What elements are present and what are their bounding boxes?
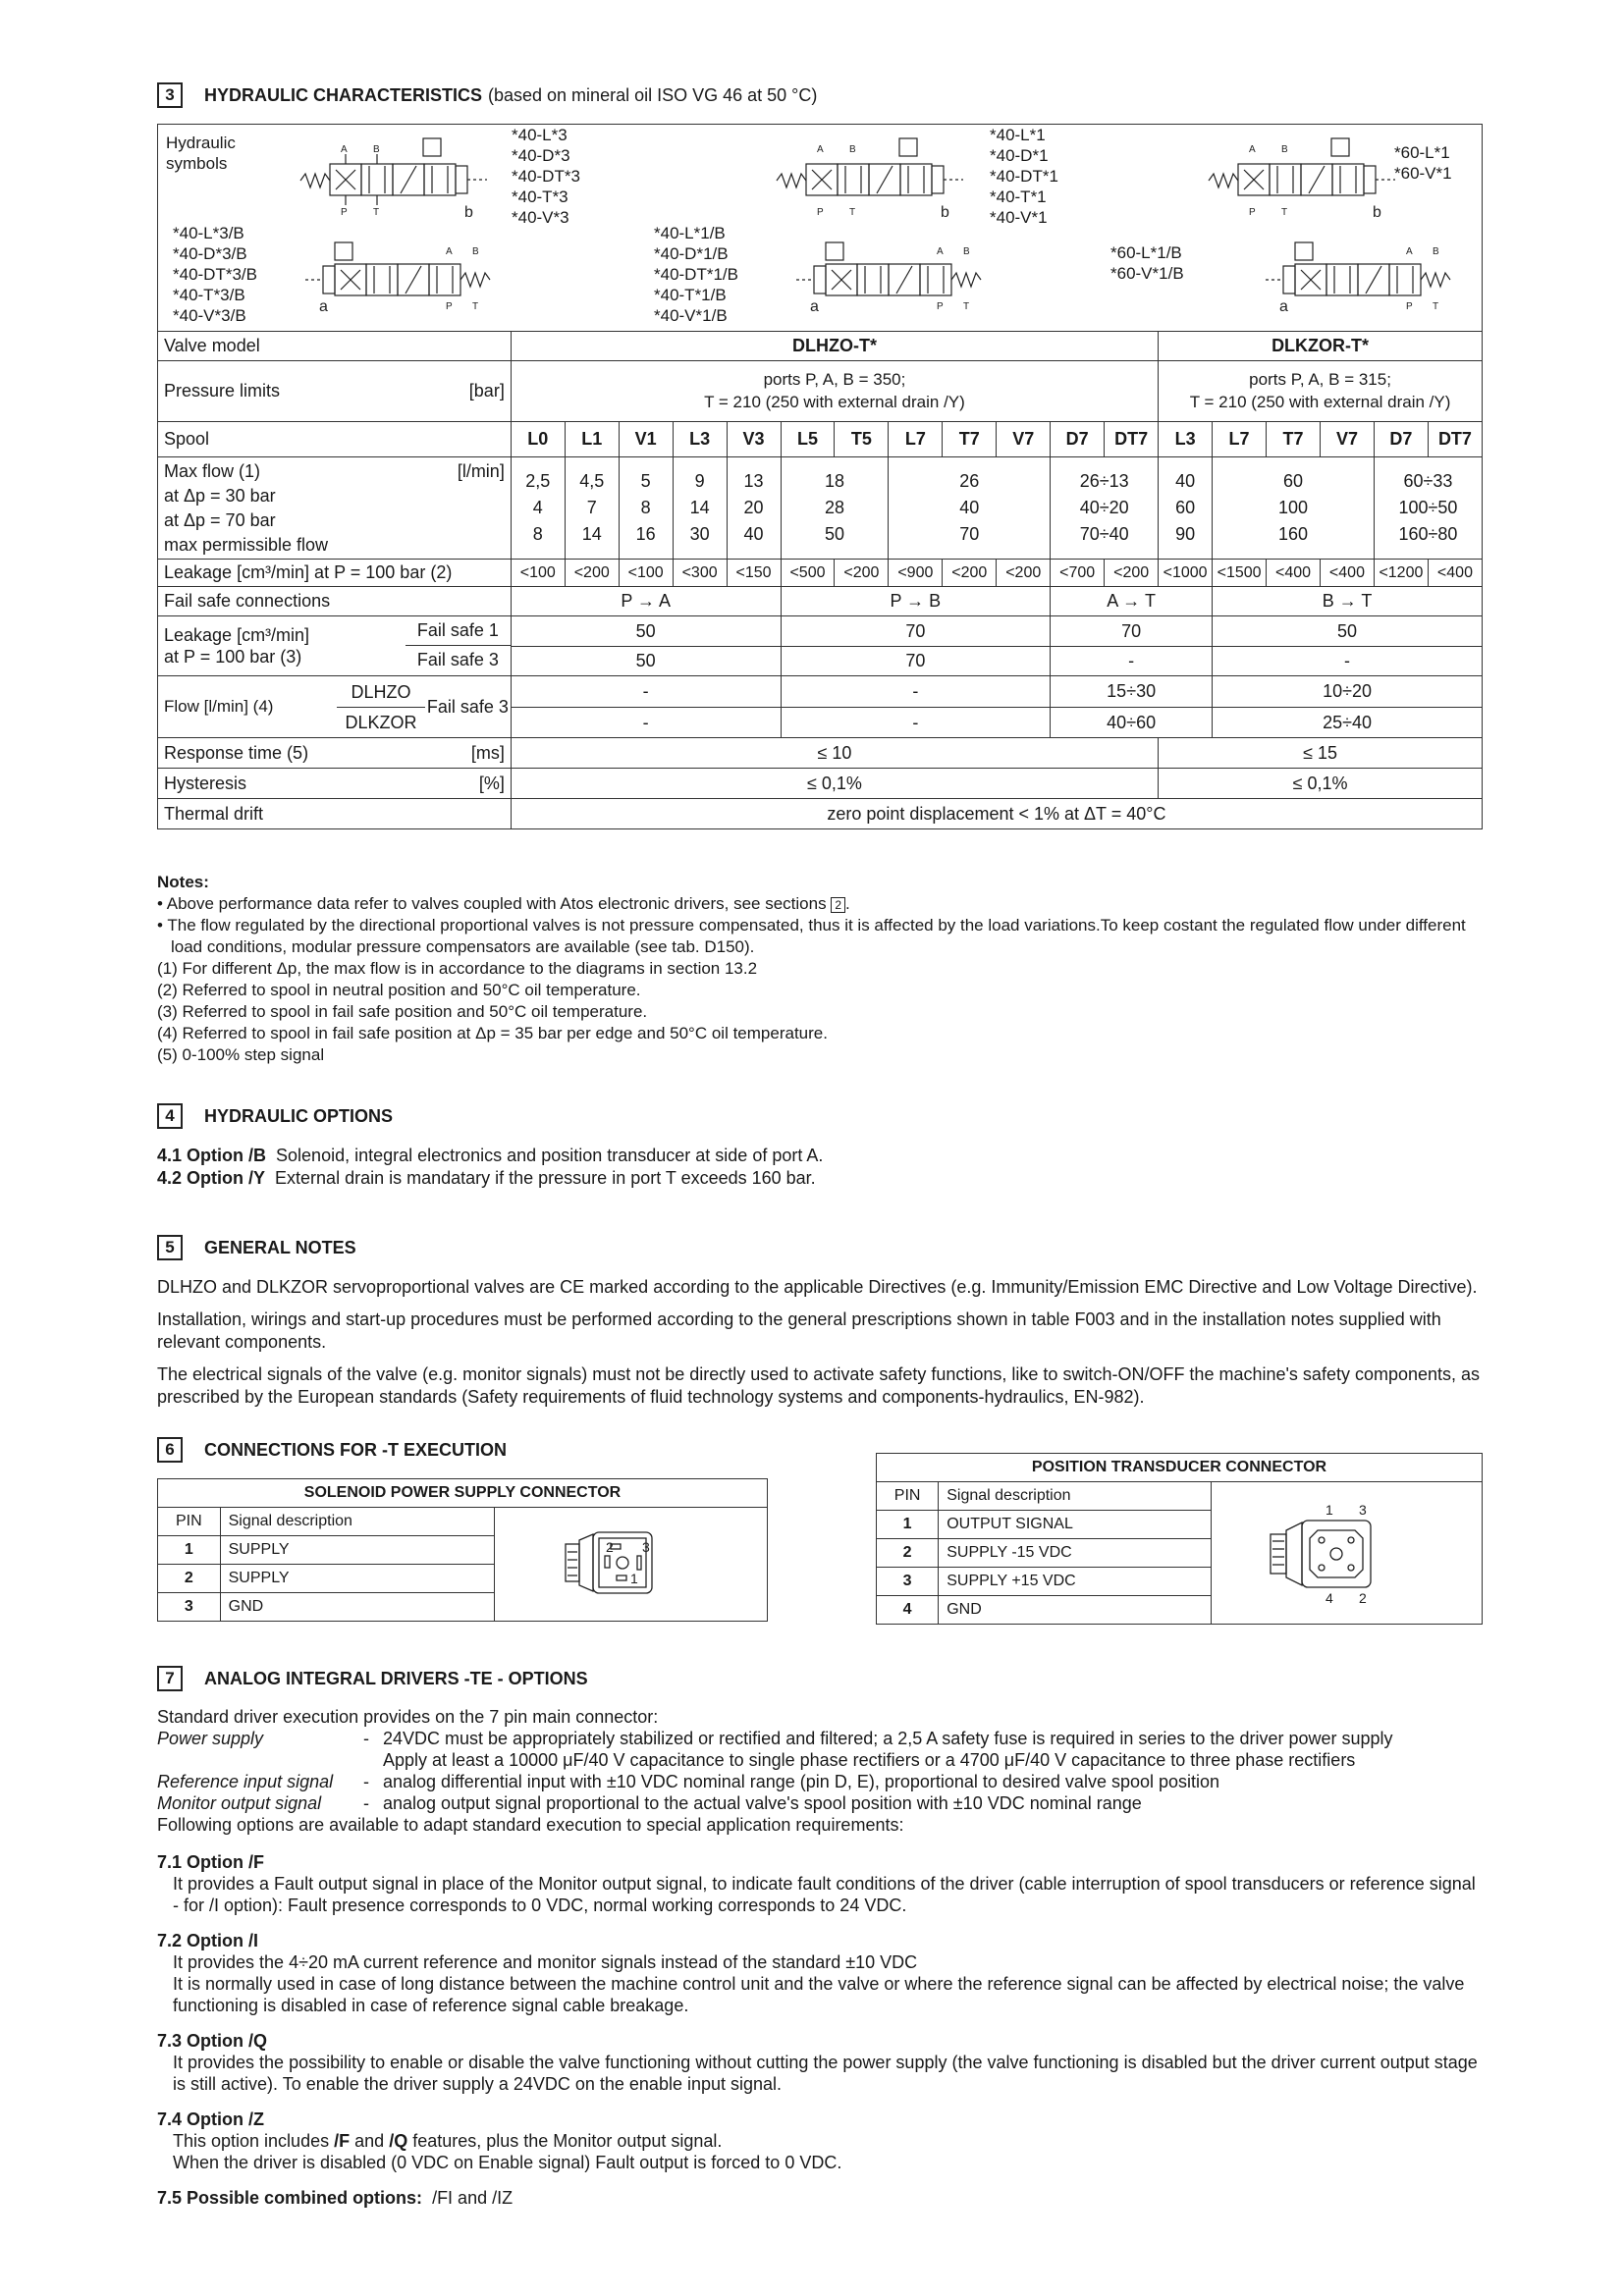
leak-cell: <200 — [1105, 560, 1159, 587]
svg-text:a: a — [319, 298, 328, 315]
spool-cell: DT7 — [1105, 422, 1159, 457]
table-title: SOLENOID POWER SUPPLY CONNECTOR — [158, 1479, 768, 1508]
symbol-group-2: *40-L*1 *40-D*1 *40-DT*1 *40-T*1 *40-V*1 — [990, 126, 1058, 227]
table-row: 1 SUPPLY — [158, 1536, 768, 1565]
section-number: 3 — [157, 82, 183, 108]
svg-text:P: P — [1249, 207, 1256, 218]
option-7-4: 7.4 Option /Z This option includes /F and /Q features, plus the Monitor output signal. When the driver is disabled (0 VDC on Enable signal) Fault output is forced to 0 VDC. — [157, 2109, 842, 2172]
section-5-header — [157, 1235, 356, 1260]
table-row: 1 OUTPUT SIGNAL — [877, 1511, 1483, 1539]
pressure-dlhzo: ports P, A, B = 350; T = 210 (250 with external drain /Y) — [511, 361, 1158, 422]
fail-safe-1-row — [158, 616, 1483, 647]
fs1-cell: 50 — [511, 616, 781, 647]
fail-safe-flow-label: Flow [l/min] (4) DLHZO DLKZOR Fail safe 3 — [158, 676, 512, 738]
note-5: (5) 0-100% step signal — [157, 1045, 325, 1064]
svg-text:P: P — [1406, 301, 1413, 312]
spool-label: Spool — [158, 422, 512, 457]
spool-cell: L3 — [673, 422, 727, 457]
hysteresis-row — [158, 769, 1483, 799]
svg-text:B: B — [472, 246, 479, 257]
position-connector-drawing — [1211, 1482, 1482, 1625]
max-flow-label: Max flow (1) [l/min] at Δp = 30 bar at Δp = 70 bar max permissible flow — [158, 457, 512, 560]
fail-safe-connections-row — [158, 587, 1483, 616]
model-dlhzo: DLHZO-T* — [511, 332, 1158, 361]
table-row: 2 SUPPLY — [158, 1565, 768, 1593]
flow-cell: 60÷33 100÷50 160÷80 — [1374, 457, 1482, 560]
flow-dlkzor-cell: 25÷40 — [1213, 707, 1483, 738]
valve-symbol-6 — [1256, 240, 1482, 324]
svg-text:A: A — [1406, 246, 1413, 257]
flow-cell: 5 8 16 — [619, 457, 673, 560]
table-row: 3 GND — [158, 1593, 768, 1622]
note-1: (1) For different Δp, the max flow is in accordance to the diagrams in section 13.2 — [157, 959, 758, 978]
response-time-label: Response time (5) [ms] — [158, 738, 512, 769]
svg-text:1: 1 — [629, 1571, 638, 1586]
column-header: Signal description — [220, 1508, 494, 1536]
leak-cell: <100 — [511, 560, 565, 587]
note-bullet: • The flow regulated by the directional proportional valves is not pressure compensated, thus it is affected by the load variations.To keep costant the regulated flow under different load conditions, modular pressure compensators are available (see tab. D150). — [157, 916, 1466, 956]
flow-cell: 40 60 90 — [1159, 457, 1213, 560]
svg-text:T: T — [1433, 301, 1439, 312]
spool-cell: DT7 — [1428, 422, 1482, 457]
svg-text:a: a — [810, 298, 819, 315]
svg-text:b: b — [941, 204, 949, 220]
svg-text:P: P — [937, 301, 944, 312]
response-dlhzo: ≤ 10 — [511, 738, 1158, 769]
hydraulic-characteristics-table — [157, 124, 1483, 829]
fs1-cell: 70 — [1051, 616, 1213, 647]
flow-cell: 2,5 4 8 — [511, 457, 565, 560]
table-row — [158, 361, 1483, 422]
table-row — [158, 332, 1483, 361]
notes-title: Notes: — [157, 873, 209, 891]
leak-cell: <1500 — [1213, 560, 1267, 587]
leak-cell: <300 — [673, 560, 727, 587]
leak-cell: <200 — [997, 560, 1051, 587]
svg-text:A: A — [341, 144, 348, 155]
section-title: HYDRAULIC CHARACTERISTICS (based on mineral oil ISO VG 46 at 50 °C) — [204, 84, 818, 105]
svg-text:b: b — [1373, 204, 1381, 220]
svg-text:B: B — [1433, 246, 1439, 257]
svg-text:B: B — [373, 144, 380, 155]
valve-symbol-1 — [291, 136, 507, 220]
hydraulic-options: 4.1 Option /B Solenoid, integral electronics and position transducer at side of port A. 4.2 Option /Y External drain is mandatary if the pressure in port T exceeds 160 bar. — [157, 1146, 824, 1188]
section-number: 7 — [157, 1666, 183, 1691]
flow-cell: 26 40 70 — [889, 457, 1051, 560]
valve-model-label: Valve model — [158, 332, 512, 361]
leakage-row — [158, 560, 1483, 587]
pressure-limits-label: Pressure limits [bar] — [158, 361, 512, 422]
column-header: Signal description — [939, 1482, 1211, 1511]
leak-cell: <500 — [781, 560, 835, 587]
notes-block — [157, 872, 1483, 1066]
leak-cell: <1200 — [1374, 560, 1428, 587]
section-title: HYDRAULIC OPTIONS — [204, 1105, 394, 1126]
column-header: PIN — [158, 1508, 221, 1536]
position-transducer-connector-table — [876, 1453, 1483, 1625]
spool-cell: L7 — [889, 422, 943, 457]
svg-text:3: 3 — [641, 1539, 650, 1555]
spool-cell: T5 — [835, 422, 889, 457]
svg-text:P: P — [446, 301, 453, 312]
solenoid-connector-drawing — [494, 1508, 767, 1622]
leak-cell: <400 — [1428, 560, 1482, 587]
leak-cell: <400 — [1320, 560, 1374, 587]
spool-cell: D7 — [1374, 422, 1428, 457]
leak-cell: <700 — [1051, 560, 1105, 587]
svg-text:3: 3 — [1358, 1501, 1367, 1518]
leak-cell: <200 — [835, 560, 889, 587]
option-7-5: 7.5 Possible combined options: /FI and /IZ — [157, 2188, 514, 2208]
svg-text:A: A — [1249, 144, 1256, 155]
svg-text:2: 2 — [1358, 1589, 1367, 1606]
flow-cell: 60 100 160 — [1213, 457, 1375, 560]
table-row: 3 SUPPLY +15 VDC — [877, 1568, 1483, 1596]
model-dlkzor: DLKZOR-T* — [1159, 332, 1483, 361]
svg-text:A: A — [817, 144, 824, 155]
leakage-label: Leakage [cm³/min] at P = 100 bar (2) — [158, 560, 512, 587]
fsc-cell: A → T — [1051, 587, 1213, 616]
max-flow-row — [158, 457, 1483, 560]
fs3-cell: - — [1051, 646, 1213, 676]
section-7-header — [157, 1666, 588, 1691]
spool-cell: T7 — [943, 422, 997, 457]
flow-dlhzo-cell: 15÷30 — [1051, 676, 1213, 708]
flow-cell: 4,5 7 14 — [565, 457, 619, 560]
section-subtitle: (based on mineral oil ISO VG 46 at 50 °C) — [488, 84, 818, 105]
note-2: (2) Referred to spool in neutral position and 50°C oil temperature. — [157, 981, 641, 999]
symbol-group-6: *60-L*1/B *60-V*1/B — [1110, 243, 1184, 283]
svg-text:B: B — [849, 144, 856, 155]
spool-cell: V3 — [727, 422, 781, 457]
section-3-header — [157, 82, 817, 108]
svg-text:1: 1 — [1325, 1501, 1333, 1518]
section-number: 4 — [157, 1103, 183, 1129]
position-connector-icon — [1212, 1487, 1477, 1615]
symbols-label: Hydraulic symbols — [166, 133, 236, 173]
svg-text:T: T — [373, 207, 380, 218]
symbol-group-3: *60-L*1 *60-V*1 — [1394, 143, 1452, 183]
option-7-2: 7.2 Option /I It provides the 4÷20 mA current reference and monitor signals instead of the standard ±10 VDC It is normally used in case of long distance between the machine control unit and the valve or where the reference signal can be affected by electrical noise; the valve functioning is disabled in case of reference signal cable breakage. — [157, 1931, 1465, 2015]
leak-cell: <1000 — [1159, 560, 1213, 587]
flow-dlkzor-cell: - — [781, 707, 1051, 738]
svg-text:2: 2 — [605, 1539, 614, 1555]
spool-cell: D7 — [1051, 422, 1105, 457]
flow-dlkzor-cell: - — [511, 707, 781, 738]
spool-cell: L5 — [781, 422, 835, 457]
leak-cell: <200 — [565, 560, 619, 587]
section-title: GENERAL NOTES — [204, 1237, 356, 1257]
section-title: CONNECTIONS FOR -T EXECUTION — [204, 1439, 508, 1460]
hysteresis-dlkzor: ≤ 0,1% — [1159, 769, 1483, 799]
option-7-1: 7.1 Option /F It provides a Fault output signal in place of the Monitor output signal, to indicate fault conditions of the driver (cable interruption of spool transducers or reference signal - for /I option): Fault presence corresponds to 0 VDC, normal working corresponds to 24 VDC. — [157, 1852, 1476, 1915]
thermal-drift-label: Thermal drift — [158, 799, 512, 829]
svg-text:P: P — [341, 207, 348, 218]
valve-symbol-2 — [767, 136, 983, 220]
note-bullet: • Above performance data refer to valves coupled with Atos electronic drivers, see sections 2 . — [157, 894, 850, 913]
flow-cell: 13 20 40 — [727, 457, 781, 560]
flow-dlhzo-cell: - — [781, 676, 1051, 708]
fs3-cell: 50 — [511, 646, 781, 676]
hysteresis-dlhzo: ≤ 0,1% — [511, 769, 1158, 799]
general-notes: DLHZO and DLKZOR servoproportional valves are CE marked according to the applicable Directives (e.g. Immunity/Emission EMC Directive and Low Voltage Directive). Installation, wirings and start-up procedures must be performed according to the general prescriptions shown in table F003 and in the installation notes supplied with relevant components. The electrical signals of the valve (e.g. monitor signals) must not be directly used to activate safety functions, like to switch-ON/OFF the machine's safety components, as prescribed by the European standards (Safety requirements of fluid technology systems and components-hydraulics, EN-982). — [157, 1277, 1481, 1407]
valve-symbol-4 — [296, 240, 521, 324]
svg-text:A: A — [937, 246, 944, 257]
fsc-cell: B → T — [1213, 587, 1483, 616]
spool-cell: T7 — [1267, 422, 1321, 457]
symbol-group-5: *40-L*1/B *40-D*1/B *40-DT*1/B *40-T*1/B *40-V*1/B — [654, 224, 738, 325]
response-time-row — [158, 738, 1483, 769]
svg-text:B: B — [963, 246, 970, 257]
svg-text:T: T — [1281, 207, 1288, 218]
leak-cell: <400 — [1267, 560, 1321, 587]
option-7-3: 7.3 Option /Q It provides the possibility to enable or disable the valve functioning without cutting the power supply (the valve functioning is disabled but the driver current output stage is still active). To enable the driver supply a 24VDC on the enable input signal. — [157, 2031, 1478, 2094]
fail-safe-leakage-label: Leakage [cm³/min] at P = 100 bar (3) Fail safe 1 Fail safe 3 — [158, 616, 512, 676]
svg-text:4: 4 — [1325, 1589, 1333, 1606]
symbol-group-1: *40-L*3 *40-D*3 *40-DT*3 *40-T*3 *40-V*3 — [512, 126, 580, 227]
spool-cell: L3 — [1159, 422, 1213, 457]
flow-cell: 9 14 30 — [673, 457, 727, 560]
flow-cell: 18 28 50 — [781, 457, 889, 560]
spool-cell: L1 — [565, 422, 619, 457]
svg-text:T: T — [849, 207, 856, 218]
section-4-header — [157, 1103, 393, 1129]
svg-text:a: a — [1279, 298, 1288, 315]
leak-cell: <150 — [727, 560, 781, 587]
table-row: 4 GND — [877, 1596, 1483, 1625]
svg-text:T: T — [472, 301, 479, 312]
spool-cell: L0 — [511, 422, 565, 457]
flow-dlhzo-row — [158, 676, 1483, 708]
note-4: (4) Referred to spool in fail safe position at Δp = 35 bar per edge and 50°C oil temperature. — [157, 1024, 828, 1042]
valve-symbol-3 — [1199, 136, 1415, 220]
leak-cell: <900 — [889, 560, 943, 587]
power-supply-row: Power supply - 24VDC must be appropriately stabilized or rectified and filtered; a 2,5 A safety fuse is required in series to the driver power supply — [157, 1729, 1393, 1748]
symbol-group-4: *40-L*3/B *40-D*3/B *40-DT*3/B *40-T*3/B *40-V*3/B — [173, 224, 257, 325]
flow-cell: 26÷13 40÷20 70÷40 — [1051, 457, 1159, 560]
svg-text:b: b — [464, 204, 473, 220]
response-dlkzor: ≤ 15 — [1159, 738, 1483, 769]
fail-safe-connections-label: Fail safe connections — [158, 587, 512, 616]
hydraulic-symbols-cell — [158, 125, 1483, 332]
pressure-dlkzor: ports P, A, B = 315; T = 210 (250 with external drain /Y) — [1159, 361, 1483, 422]
section-number: 6 — [157, 1437, 183, 1463]
reference-input-row: Reference input signal - analog differential input with ±10 VDC nominal range (pin D, E), proportional to desired valve spool position — [157, 1772, 1220, 1791]
fs1-cell: 50 — [1213, 616, 1483, 647]
fs3-cell: 70 — [781, 646, 1051, 676]
flow-dlhzo-cell: - — [511, 676, 781, 708]
fsc-cell: P → B — [781, 587, 1051, 616]
section-number: 5 — [157, 1235, 183, 1260]
svg-text:A: A — [446, 246, 453, 257]
thermal-drift-row — [158, 799, 1483, 829]
valve-symbol-5 — [786, 240, 1012, 324]
svg-text:P: P — [817, 207, 824, 218]
svg-text:B: B — [1281, 144, 1288, 155]
fs1-cell: 70 — [781, 616, 1051, 647]
solenoid-connector-table — [157, 1478, 768, 1622]
spool-cell: V1 — [619, 422, 673, 457]
flow-dlkzor-cell: 40÷60 — [1051, 707, 1213, 738]
thermal-drift-value: zero point displacement < 1% at ΔT = 40°C — [511, 799, 1482, 829]
spool-cell: V7 — [1320, 422, 1374, 457]
spool-row — [158, 422, 1483, 457]
table-title: POSITION TRANSDUCER CONNECTOR — [877, 1454, 1483, 1482]
note-3: (3) Referred to spool in fail safe position and 50°C oil temperature. — [157, 1002, 648, 1021]
column-header: PIN — [877, 1482, 939, 1511]
section-title: ANALOG INTEGRAL DRIVERS -TE - OPTIONS — [204, 1668, 588, 1688]
leak-cell: <100 — [619, 560, 673, 587]
fsc-cell: P → A — [511, 587, 781, 616]
leak-cell: <200 — [943, 560, 997, 587]
driver-options: Standard driver execution provides on the 7 pin main connector: Power supply - 24VDC must be appropriately stabilized or rectified and filtered; a 2,5 A safety fuse is required in series to the driver power supply Apply at least a 10000 μF/40 V capacitance to single phase rectifiers or a 4700 μF/40 V capacitance to three phase rectifiers Reference input signal - analog differential input with ±10 VDC nominal range (pin D, E), proportional to desired valve spool position Monitor output signal - analog output signal proportional to the actual valve's spool position with ±10 VDC nominal range Following options are available to adapt standard execution to special application requirements: 7.1 Option /F It provides a Fault output signal in place of the Monitor output signal, to indicate fault conditions of the driver (cable interruption of spool transducers or reference signal - for /I option): Fault presence corresponds to 0 VDC, normal working corresponds to 24 VDC. 7.2 Option /I It provides the 4÷20 mA current reference and monitor signals instead of the standard ±10 VDC It is normally used in case of long distance between the machine control unit and the valve or where the reference signal can be affected by electrical noise; the valve functioning is disabled in case of reference signal cable breakage. 7.3 Option /Q It provides the possibility to enable or disable the valve functioning without cutting the power supply (the valve functioning is disabled but the driver current output stage is still active). To enable the driver supply a 24VDC on the enable input signal. 7.4 Option /Z This option includes /F and /Q features, plus the Monitor output signal. When the driver is disabled (0 VDC on Enable signal) Fault output is forced to 0 VDC. 7.5 Possible combined options: /FI and /IZ — [157, 1706, 1483, 2209]
hysteresis-label: Hysteresis [%] — [158, 769, 512, 799]
spool-cell: V7 — [997, 422, 1051, 457]
table-row: 2 SUPPLY -15 VDC — [877, 1539, 1483, 1568]
section-6-header — [157, 1437, 507, 1463]
flow-dlhzo-cell: 10÷20 — [1213, 676, 1483, 708]
svg-text:T: T — [963, 301, 970, 312]
monitor-output-row: Monitor output signal - analog output signal proportional to the actual valve's spool position with ±10 VDC nominal range — [157, 1793, 1142, 1813]
fs3-cell: - — [1213, 646, 1483, 676]
spool-cell: L7 — [1213, 422, 1267, 457]
solenoid-connector-icon — [495, 1513, 760, 1611]
